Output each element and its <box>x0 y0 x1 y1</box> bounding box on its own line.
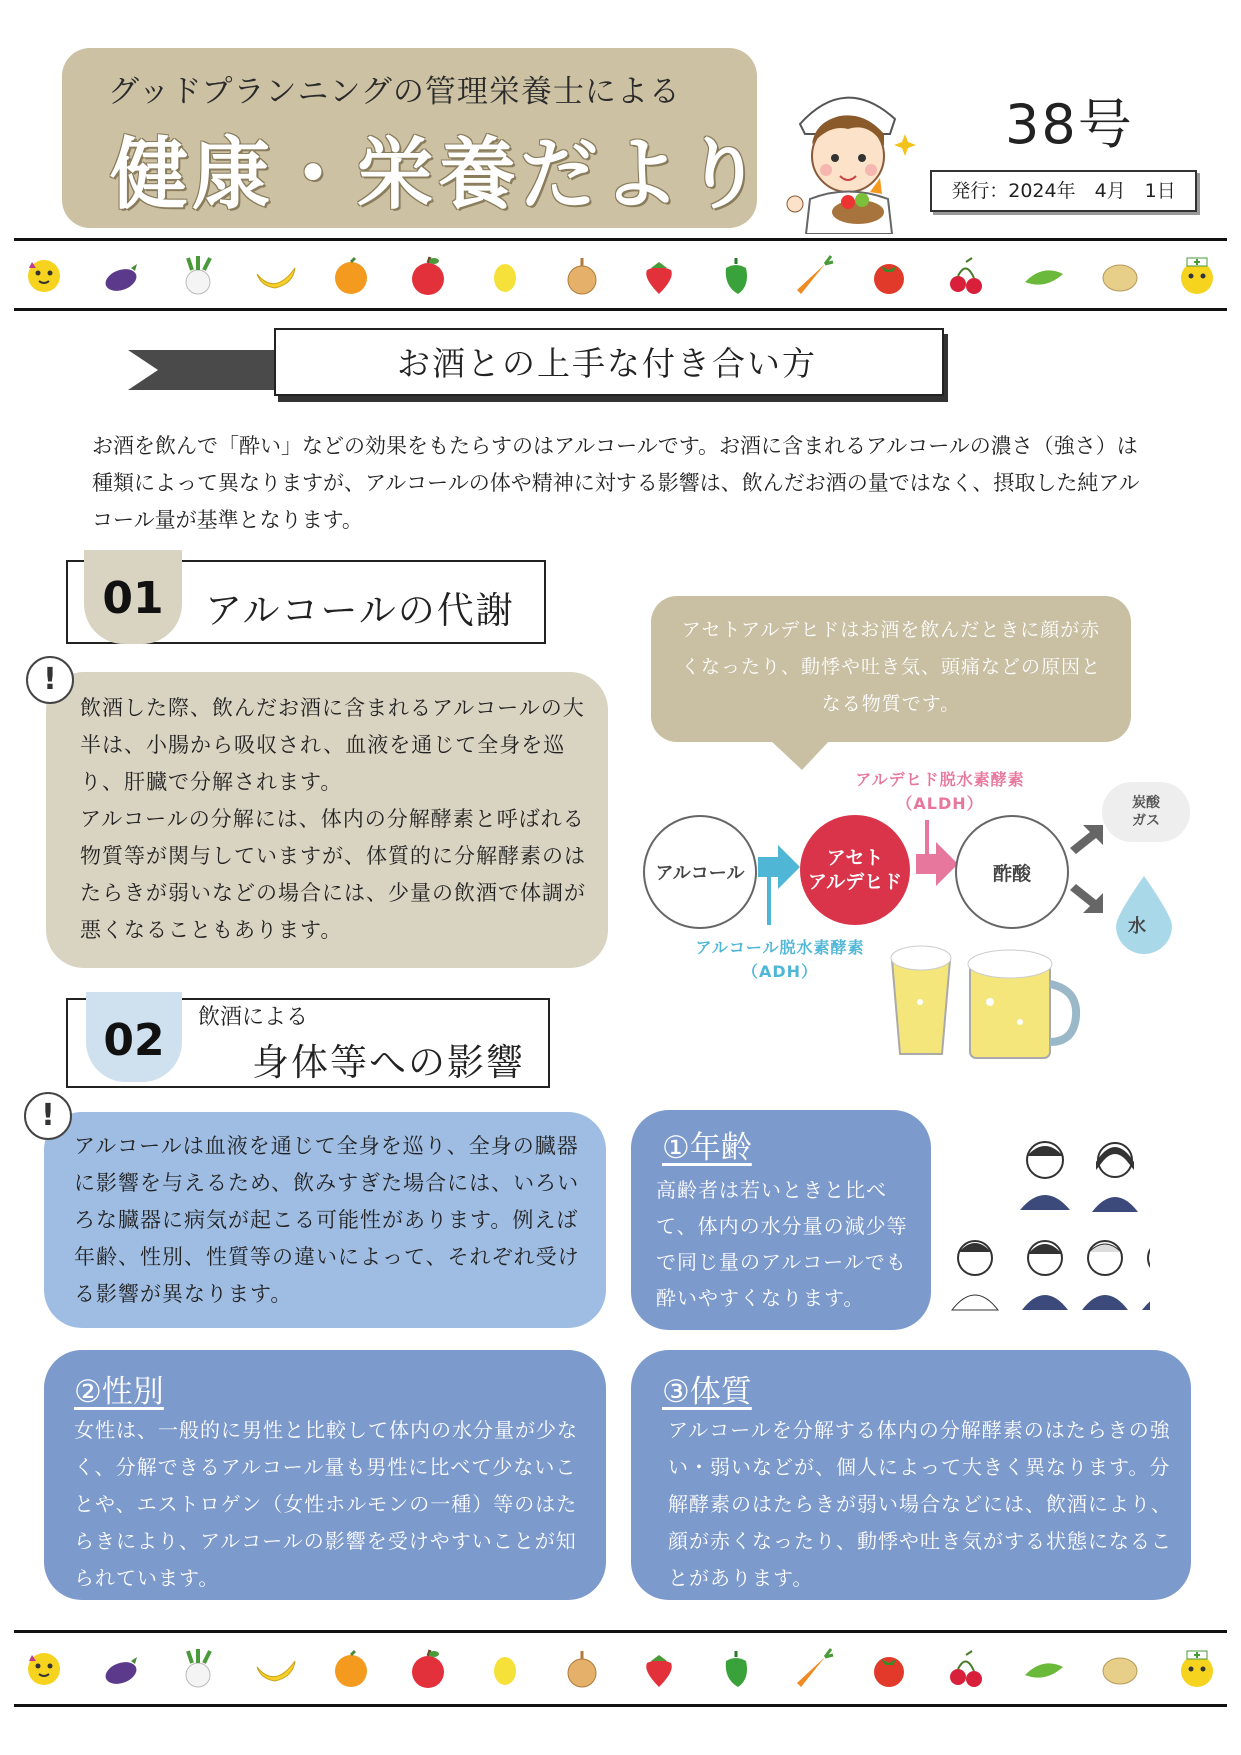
young-man-icon <box>1020 1142 1070 1210</box>
mascot-icon <box>22 254 66 298</box>
people-illustration <box>950 1130 1150 1330</box>
co2-cloud <box>1102 782 1190 842</box>
mascot-nurse-icon <box>1175 1647 1219 1691</box>
section2-title: 身体等への影響 <box>252 1041 525 1084</box>
acetaldehyde-node <box>800 815 910 925</box>
co2-line1: 炭酸 <box>1132 795 1160 811</box>
apple-icon <box>406 254 450 298</box>
tomato-icon <box>867 254 911 298</box>
aldh-label-line1: アルデヒド脱水素酵素 <box>855 770 1025 789</box>
aldh-label-line2: （ALDH） <box>896 794 984 813</box>
banner-title: お酒との上手な付き合い方 <box>397 344 817 383</box>
lemon-icon <box>483 254 527 298</box>
adh-label-line2: （ADH） <box>741 962 819 981</box>
exclamation-icon-2: ! <box>24 1092 72 1140</box>
section2-title-small: 飲酒による <box>198 1005 309 1030</box>
adh-label-line1: アルコール脱水素酵素 <box>695 938 865 957</box>
adh-arrow <box>754 845 804 925</box>
constitution-card-body: アルコールを分解する体内の分解酵素のはたらきの強い・弱いなどが、個人によって大きく異なります。分解酵素のはたらきが弱い場合などには、飲酒により、顔が赤くなったり、動悸や吐き気がする状態になることがあります。 <box>668 1418 1172 1590</box>
newsletter-title: 健康・栄養だより <box>110 130 767 220</box>
adh-label <box>660 936 900 984</box>
food-icon-row-top <box>14 241 1227 311</box>
carrot-icon <box>791 254 835 298</box>
issue-number: 38号 <box>1005 93 1134 156</box>
issue-date: 発行：2024年 4月 1日 <box>930 170 1197 212</box>
section2-number: 02 <box>103 1014 165 1066</box>
bottom-rule-lower <box>14 1704 1227 1707</box>
mascot-icon <box>22 1647 66 1691</box>
banana-icon <box>253 254 297 298</box>
newsletter-subtitle: グッドプランニングの管理栄養士による <box>108 74 681 110</box>
sex-card-body: 女性は、一般的に男性と比較して体内の水分量が少なく、分解できるアルコール量も男性に比べて少ないことや、エストロゲン（女性ホルモンの一種）等のはたらきにより、アルコールの影響を受けやすいことが知られています。 <box>74 1418 578 1590</box>
potato-icon <box>1098 1647 1142 1691</box>
constitution-card-title: ③体質 <box>662 1374 752 1410</box>
acetaldehyde-line1: アセト <box>826 847 884 869</box>
acetic-acid-node: 酢酸 <box>955 815 1069 929</box>
carrot-icon <box>791 1647 835 1691</box>
banana-icon <box>253 1647 297 1691</box>
peas-icon <box>1021 1647 1065 1691</box>
elderly-man-icon <box>1082 1241 1128 1310</box>
elderly-woman-icon <box>1142 1230 1150 1310</box>
beer-glasses-illustration <box>890 942 1080 1062</box>
turnip-icon <box>176 1647 220 1691</box>
alcohol-node: アルコール <box>643 815 757 929</box>
exclamation-icon: ! <box>26 656 74 704</box>
tomato-icon <box>867 1647 911 1691</box>
orange-icon <box>329 254 373 298</box>
cherry-icon <box>944 254 988 298</box>
cherry-icon <box>944 1647 988 1691</box>
diagram-callout-text: アセトアルデヒドはお酒を飲んだときに顔が赤くなったり、動悸や吐き気、頭痛などの原因となる物質です。 <box>680 619 1101 715</box>
water-label: 水 <box>1128 916 1146 937</box>
nutritionist-illustration <box>770 74 920 234</box>
pepper-icon <box>714 254 758 298</box>
onion-icon <box>560 254 604 298</box>
aldh-label <box>825 768 1055 816</box>
peas-icon <box>1021 254 1065 298</box>
pepper-icon <box>714 1647 758 1691</box>
potato-icon <box>1098 254 1142 298</box>
food-icon-row-bottom <box>14 1634 1227 1704</box>
strawberry-icon <box>637 1647 681 1691</box>
lemon-icon <box>483 1647 527 1691</box>
callout-pointer <box>770 740 830 774</box>
section1-title: アルコールの代謝 <box>205 589 515 632</box>
turnip-icon <box>176 254 220 298</box>
acetaldehyde-line2: アルデヒド <box>807 871 903 893</box>
section2-body: アルコールは血液を通じて全身を巡り、全身の臓器に影響を与えるため、飲みすぎた場合には、いろいろな臓器に病気が起こる可能性があります。例えば年齢、性別、性質等の違いによって、それぞれ受ける影響が異なります。 <box>74 1134 580 1306</box>
woman-icon <box>1022 1241 1068 1310</box>
eggplant-icon <box>99 1647 143 1691</box>
apple-icon <box>406 1647 450 1691</box>
sex-card-title: ②性別 <box>74 1374 164 1410</box>
man-icon <box>952 1241 998 1310</box>
age-card-body: 高齢者は若いときと比べて、体内の水分量の減少等で同じ量のアルコールでも酔いやすくなります。 <box>656 1178 908 1310</box>
eggplant-icon <box>99 254 143 298</box>
strawberry-icon <box>637 254 681 298</box>
onion-icon <box>560 1647 604 1691</box>
orange-icon <box>329 1647 373 1691</box>
co2-line2: ガス <box>1132 813 1160 829</box>
bottom-rule-upper <box>14 1630 1227 1633</box>
section1-body: 飲酒した際、飲んだお酒に含まれるアルコールの大半は、小腸から吸収され、血液を通じて全身を巡り、肝臓で分解されます。 アルコールの分解には、体内の分解酵素と呼ばれる物質等が関与していますが、体質的に分解酵素のはたらきが弱いなどの場合には、少量の飲酒で体調が悪くなることもあります。 <box>80 696 586 942</box>
age-card-title: ①年齢 <box>662 1130 752 1166</box>
split-arrows <box>1065 820 1110 920</box>
intro-paragraph: お酒を飲んで「酔い」などの効果をもたらすのはアルコールです。お酒に含まれるアルコールの濃さ（強さ）は種類によって異なりますが、アルコールの体や精神に対する影響は、飲んだお酒の量ではなく、摂取した純アルコール量が基準となります。 <box>92 434 1140 532</box>
top-rule-lower <box>14 308 1227 311</box>
young-woman-icon <box>1092 1143 1138 1212</box>
section1-number: 01 <box>102 572 164 624</box>
mascot-nurse-icon <box>1175 254 1219 298</box>
